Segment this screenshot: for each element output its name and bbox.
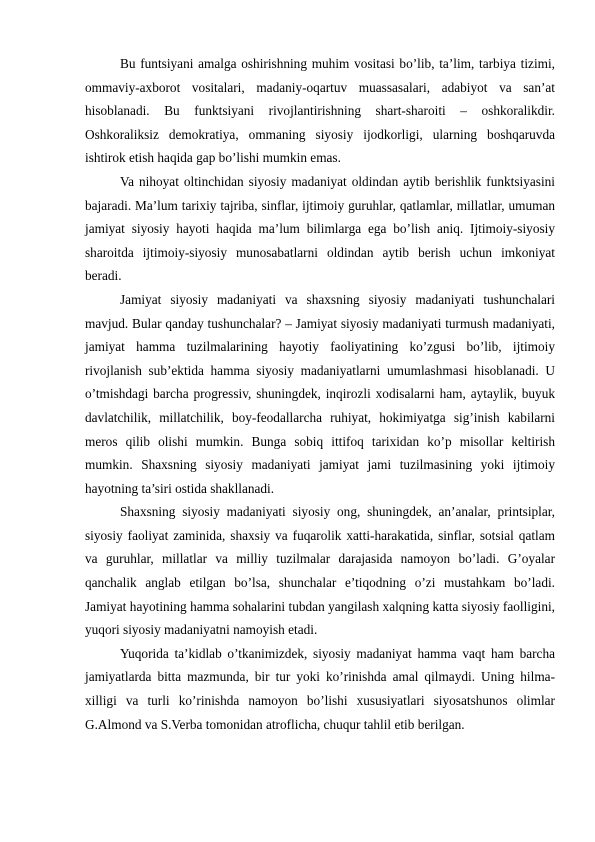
paragraph: Jamiyat siyosiy madaniyati va shaxsning siyosiy madaniyati tushunchalari mavjud. Bular qanday tushunchalar? – Jamiyat siyosiy madaniyati turmush madaniyati, jamiyat hamma tuzilmalarining hayotiy faoliyatining ko’zgusi bo’lib, ijtimoiy rivojlanish sub’ektida hamma siyosiy madaniyatlarni umumlashmasi hisoblanadi. U o’tmishdagi barcha progressiv, shuningdek, inqirozli xodisalarni ham, aytaylik, buyuk davlatchilik, millatchilik, boy-feodallarcha ruhiyat, hokimiyatga sig’inish kabilarni meros qilib olishi mumkin. Bunga sobiq ittifoq tarixidan ko’p misollar keltirish mumkin. Shaxsning siyosiy madaniyati jamiyat jami tuzilmasining yoki ijtimoiy hayotning ta’siri ostida shakllanadi. [85,291,555,496]
body-text [85,52,555,736]
paragraph: Shaxsning siyosiy madaniyati siyosiy ong, shuningdek, an’analar, printsiplar, siyosiy faoliyat zaminida, shaxsiy va fuqarolik xatti-harakatida, sinflar, sotsial qatlam va guruhlar, millatlar va milliy tuzilmalar darajasida namoyon bo’ladi. G’oyalar qanchalik anglab etilgan bo’lsa, shunchalar e’tiqodning o’zi mustahkam bo’ladi. Jamiyat hayotining hamma sohalarini tubdan yangilash xalqning katta siyosiy faolligini, yuqori siyosiy madaniyatni namoyish etadi. [85,504,555,638]
paragraph: Bu funtsiyani amalga oshirishning muhim vositasi bo’lib, ta’lim, tarbiya tizimi, ommaviy-axborot vositalari, madaniy-oqartuv muassasalari, adabiyot va san’at hisoblanadi. Bu funktsiyani rivojlantirishning shart-sharoiti – oshkoralikdir. Oshkoraliksiz demokratiya, ommaning siyosiy ijodkorligi, ularning boshqaruvda ishtirok etish haqida gap bo’lishi mumkin emas. [85,56,555,166]
paragraph: Yuqorida ta’kidlab o’tkanimizdek, siyosiy madaniyat hamma vaqt ham barcha jamiyatlarda bitta mazmunda, bir tur yoki ko’rinishda amal qilmaydi. Uning hilma-xilligi va turli ko’rinishda namoyon bo’lishi xususiyatlari siyosatshunos olimlar G.Almond va S.Verba tomonidan atroflicha, chuqur tahlil etib berilgan. [85,645,555,732]
paragraph: Va nihoyat oltinchidan siyosiy madaniyat oldindan aytib berishlik funktsiyasini bajaradi. Ma’lum tarixiy tajriba, sinflar, ijtimoiy guruhlar, qatlamlar, millatlar, umuman jamiyat siyosiy hayoti haqida ma’lum bilimlarga ega bo’lish aniq. Ijtimoiy-siyosiy sharoitda ijtimoiy-siyosiy munosabatlarni oldindan aytib berish uchun imkoniyat beradi. [85,173,555,284]
